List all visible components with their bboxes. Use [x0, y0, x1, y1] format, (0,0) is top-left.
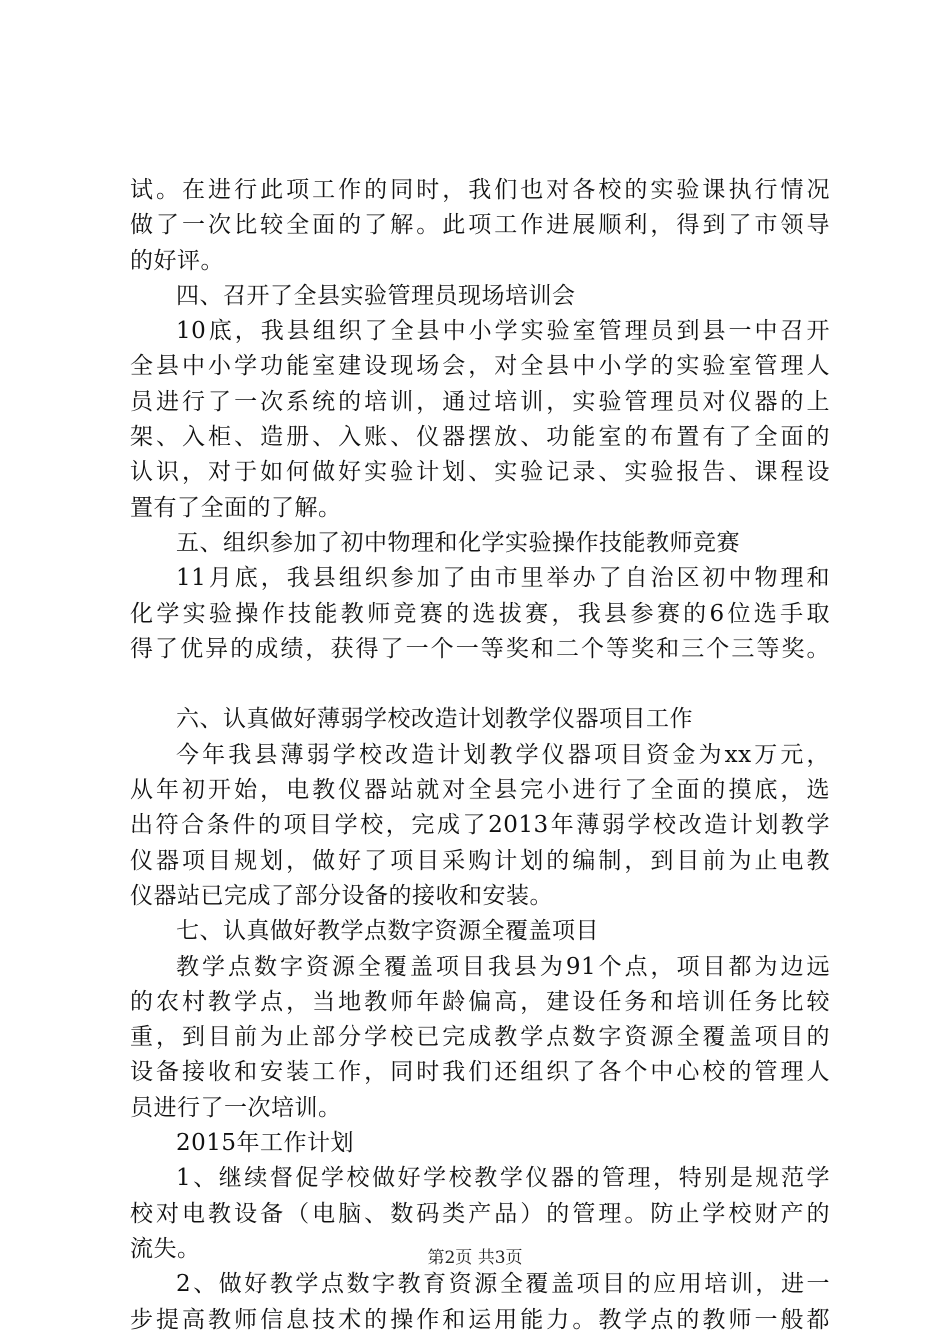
- text-line: 10底，我县组织了全县中小学实验室管理员到县一中召开: [176, 318, 830, 345]
- text-line: 五、组织参加了初中物理和化学实验操作技能教师竞赛: [176, 529, 740, 556]
- text-line: 设备接收和安装工作，同时我们还组织了各个中心校的管理人: [130, 1059, 830, 1086]
- blank-line: [130, 667, 830, 702]
- text-line: 校对电教设备（电脑、数码类产品）的管理。防止学校财产的: [130, 1200, 830, 1227]
- text-line: 仪器站已完成了部分设备的接收和安装。: [130, 882, 553, 909]
- text-line: 四、召开了全县实验管理员现场培训会: [176, 282, 576, 309]
- text-line: 认识，对于如何做好实验计划、实验记录、实验报告、课程设: [130, 459, 830, 486]
- text-line: 重，到目前为止部分学校已完成教学点数字资源全覆盖项目的: [130, 1024, 830, 1051]
- text-line: 出符合条件的项目学校，完成了2013年薄弱学校改造计划教学: [130, 812, 830, 839]
- text-line: 今年我县薄弱学校改造计划教学仪器项目资金为xx万元，: [176, 741, 830, 768]
- text-line: 的农村教学点，当地教师年龄偏高，建设任务和培训任务比较: [130, 988, 830, 1015]
- text-line: 试。在进行此项工作的同时，我们也对各校的实验课执行情况: [130, 177, 830, 203]
- text-line: 员进行了一次系统的培训，通过培训，实验管理员对仪器的上: [130, 388, 830, 415]
- text-line: 2015年工作计划: [176, 1130, 355, 1157]
- text-line: 2、做好教学点数字教育资源全覆盖项目的应用培训，进一: [176, 1271, 830, 1298]
- text-line: 教学点数字资源全覆盖项目我县为91个点，项目都为边远: [176, 953, 830, 980]
- text-line: 六、认真做好薄弱学校改造计划教学仪器项目工作: [176, 706, 693, 733]
- text-line: 11月底，我县组织参加了由市里举办了自治区初中物理和: [176, 565, 830, 592]
- text-line: 仪器项目规划，做好了项目采购计划的编制，到目前为止电教: [130, 847, 830, 874]
- text-line: 员进行了一次培训。: [130, 1094, 342, 1121]
- text-line: 化学实验操作技能教师竞赛的选拔赛，我县参赛的6位选手取: [130, 600, 830, 627]
- text-line: 架、入柜、造册、入账、仪器摆放、功能室的布置有了全面的: [130, 424, 830, 451]
- text-line: 步提高教师信息技术的操作和运用能力。教学点的教师一般都: [130, 1306, 830, 1333]
- document-body: [130, 173, 830, 1338]
- text-line: 七、认真做好教学点数字资源全覆盖项目: [176, 918, 599, 945]
- text-line: 流失。: [130, 1235, 201, 1262]
- text-line: 的好评。: [130, 247, 224, 274]
- text-line: 做了一次比较全面的了解。此项工作进展顺利，得到了市领导: [130, 212, 830, 239]
- text-line: 1、继续督促学校做好学校教学仪器的管理，特别是规范学: [176, 1165, 830, 1192]
- page-footer: 第2页 共3页: [427, 1248, 523, 1268]
- text-line: 从年初开始，电教仪器站就对全县完小进行了全面的摸底，选: [130, 777, 830, 804]
- text-line: 全县中小学功能室建设现场会，对全县中小学的实验室管理人: [130, 353, 830, 380]
- text-line: 得了优异的成绩，获得了一个一等奖和二个等奖和三个三等奖。: [130, 635, 830, 662]
- text-line: 置有了全面的了解。: [130, 494, 342, 521]
